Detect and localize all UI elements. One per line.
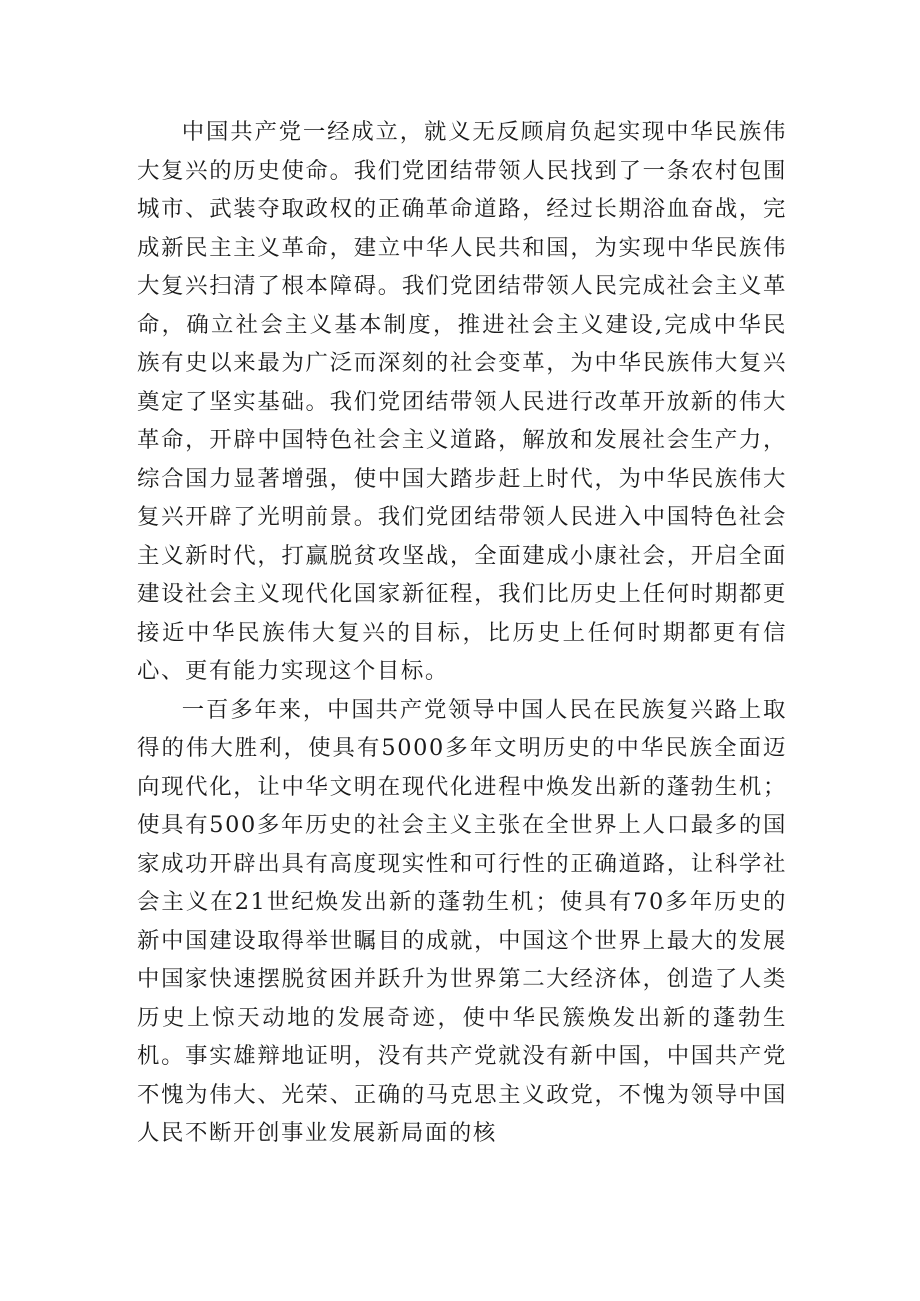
paragraph-1: 中国共产党一经成立，就义无反顾肩负起实现中华民族伟大复兴的历史使命。我们党团结带领人民找到了一条农村包围城市、武装夺取政权的正确革命道路，经过长期浴血奋战，完成新民主主义革命，建立中华人民共和国，为实现中华民族伟大复兴扫清了根本障碍。我们党团结带领人民完成社会主义革命，确立社会主义基本制度，推进社会主义建设,完成中华民族有史以来最为广泛而深刻的社会变革，为中华民族伟大复兴奠定了坚实基础。我们党团结带领人民进行改革开放新的伟大革命，开辟中国特色社会主义道路，解放和发展社会生产力，综合国力显著增强，使中国大踏步赶上时代，为中华民族伟大复兴开辟了光明前景。我们党团结带领人民进入中国特色社会主义新时代，打赢脱贫攻坚战，全面建成小康社会，开启全面建设社会主义现代化国家新征程，我们比历史上任何时期都更接近中华民族伟大复兴的目标，比历史上任何时期都更有信心、更有能力实现这个目标。 xyxy=(137,119,787,684)
document-body xyxy=(137,113,787,1153)
paragraph-2: 一百多年来，中国共产党领导中国人民在民族复兴路上取得的伟大胜利，使具有5000多年文明历史的中华民族全面迈向现代化，让中华文明在现代化进程中焕发出新的蓬勃生机；使具有500多年历史的社会主义主张在全世界上人口最多的国家成功开辟出具有高度现实性和可行性的正确道路，让科学社会主义在21世纪焕发出新的蓬勃生机；使具有70多年历史的新中国建设取得举世瞩目的成就，中国这个世界上最大的发展中国家快速摆脱贫困并跃升为世界第二大经济体，创造了人类历史上惊天动地的发展奇迹，使中华民簇焕发出新的蓬勃生机。事实雄辩地证明，没有共产党就没有新中国，中国共产党不愧为伟大、光荣、正确的马克思主义政党，不愧为领导中国人民不断开创事业发展新局面的核 xyxy=(137,696,787,1146)
